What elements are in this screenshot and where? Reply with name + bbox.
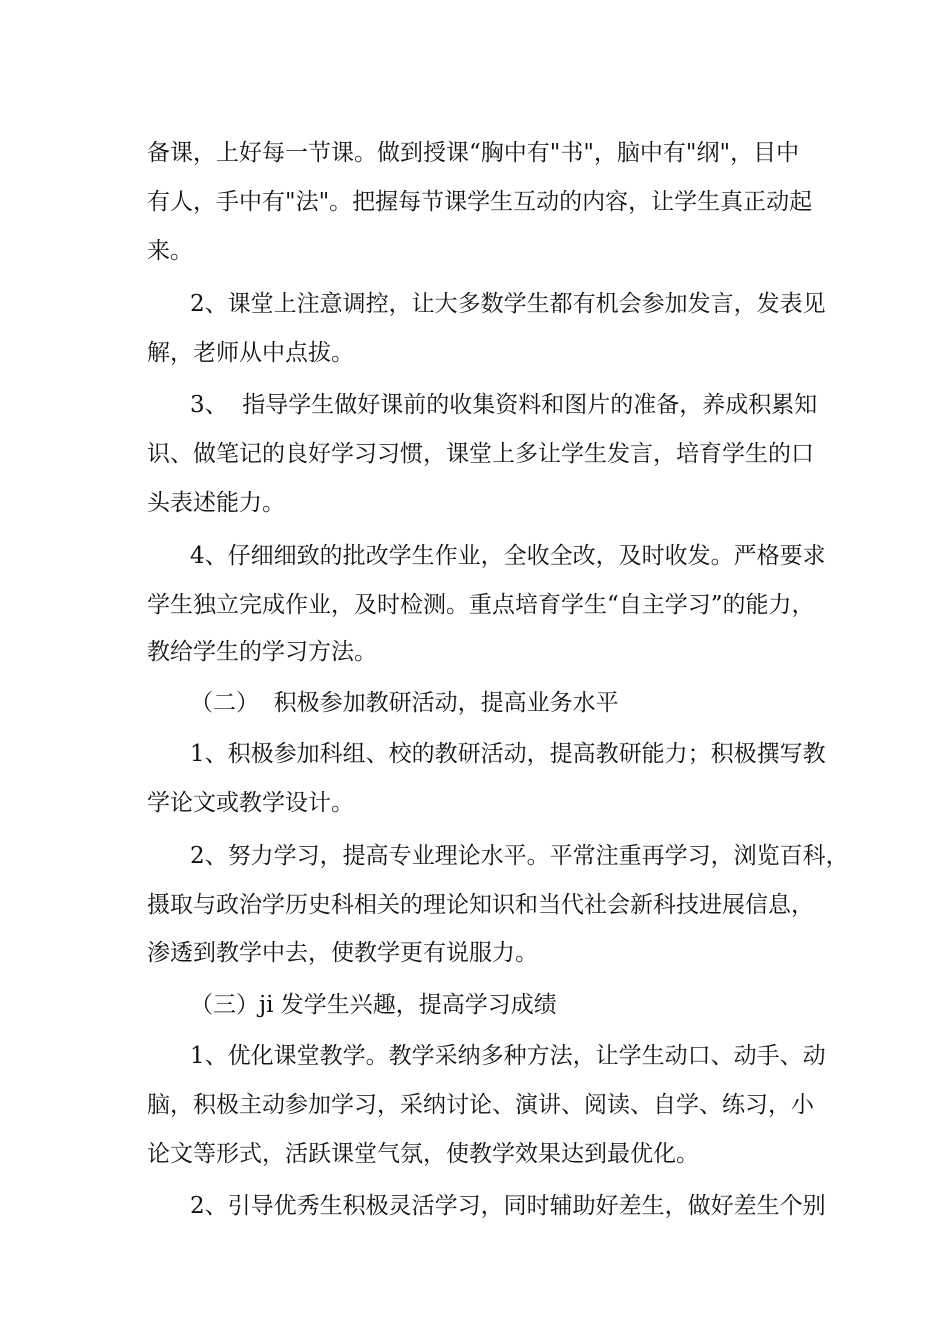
- text-line-16: 摄取与政治学历史科相关的理论知识和当代社会新科技进展信息，: [147, 892, 814, 918]
- text-line-20: 脑，积极主动参加学习，采纳讨论、演讲、阅读、自学、练习，小: [147, 1092, 814, 1118]
- text-line-10: 学生独立完成作业，及时检测。重点培育学生“自主学习”的能力，: [147, 592, 815, 618]
- text-line-22: 2、引导优秀生积极灵活学习，同时辅助好差生，做好差生个别: [190, 1193, 826, 1219]
- section-heading-2: （二） 积极参加教研活动，提高业务水平: [190, 690, 619, 716]
- text-line-19: 1、优化课堂教学。教学采纳多种方法，让学生动口、动手、动: [190, 1043, 826, 1069]
- text-line-9: 4、仔细细致的批改学生作业，全收全改，及时收发。严格要求: [190, 543, 826, 569]
- text-line-2: 有人，手中有"法"。把握每节课学生互动的内容，让学生真正动起: [147, 189, 813, 215]
- text-line-7: 识、做笔记的良好学习习惯，课堂上多让学生发言，培育学生的口: [147, 441, 814, 467]
- text-line-1: 备课，上好每一节课。做到授课“胸中有"书"，脑中有"纲"，目中: [147, 140, 800, 166]
- section-heading-3: （三）ji 发学生兴趣，提高学习成绩: [190, 992, 557, 1018]
- text-line-11: 教给学生的学习方法。: [147, 639, 377, 665]
- text-line-17: 渗透到教学中去，使教学更有说服力。: [147, 940, 538, 966]
- text-line-4: 2、课堂上注意调控，让大多数学生都有机会参加发言，发表见: [190, 291, 826, 317]
- text-line-8: 头表述能力。: [147, 490, 285, 516]
- text-line-5: 解，老师从中点拔。: [147, 340, 354, 366]
- text-line-21: 论文等形式，活跃课堂气氛，使教学效果达到最优化。: [147, 1141, 699, 1167]
- text-line-15: 2、努力学习，提高专业理论水平。平常注重再学习，浏览百科，: [190, 843, 849, 869]
- text-line-3: 来。: [147, 238, 193, 264]
- text-line-6: 3、 指导学生做好课前的收集资料和图片的准备，养成积累知: [190, 392, 818, 418]
- text-line-14: 学论文或教学设计。: [147, 790, 354, 816]
- text-line-13: 1、积极参加科组、校的教研活动，提高教研能力；积极撰写教: [190, 741, 826, 767]
